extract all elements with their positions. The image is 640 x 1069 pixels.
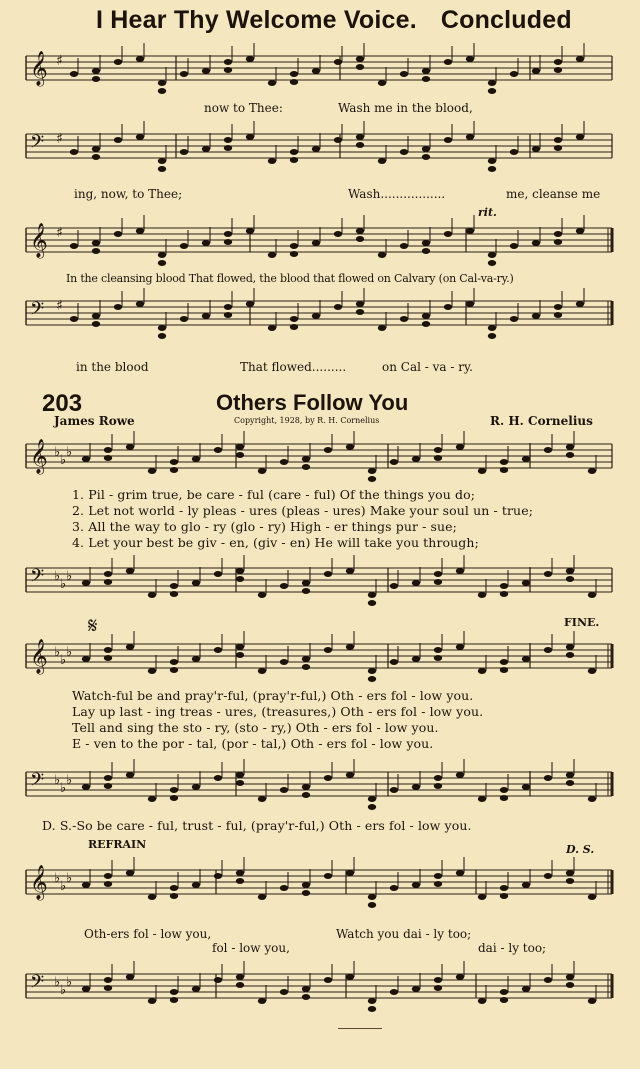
verse-2-label: 2.: [72, 503, 85, 518]
continuation-line-4: E - ven to the por - tal, (por - tal,) Oth - ers fol - low you.: [72, 736, 434, 751]
flat-icon: ♭: [66, 871, 73, 886]
flat-icon: ♭: [60, 879, 67, 894]
refrain-lyric-1: Oth-ers fol - low you,: [84, 927, 212, 941]
verse-3: [72, 519, 533, 534]
flat-icon: ♭: [60, 453, 67, 468]
verse-1-text: Pil - grim true, be care - ful (care - ful) Of the things you do;: [88, 487, 476, 502]
previous-hymn-name: I Hear Thy Welcome Voice.: [96, 6, 417, 34]
staff-lines: [26, 772, 612, 796]
fine-marking: FINE.: [564, 616, 600, 629]
flat-icon: ♭: [54, 645, 61, 660]
flat-icon: ♭: [66, 975, 73, 990]
staff-lines: [26, 444, 612, 468]
refrain-bass-staff: [0, 966, 640, 1026]
refrain-lyric-3: fol - low you,: [212, 941, 290, 955]
verse-4: [72, 535, 533, 550]
prev-lyric-1a: now to Thee:: [204, 101, 283, 115]
flat-icon: ♭: [60, 653, 67, 668]
bass-clef-icon: 𝄢: [30, 972, 45, 997]
flat-icon: ♭: [66, 773, 73, 788]
prev-system1-lower-staff: [0, 126, 640, 186]
flat-icon: ♭: [54, 975, 61, 990]
verse-bass-staff: [0, 560, 640, 620]
continuation-treble-staff: [0, 636, 640, 696]
flat-icon: ♭: [54, 569, 61, 584]
verse-block: [72, 487, 533, 550]
sharp-icon: ♯: [56, 298, 63, 314]
prev-lyric-1e: me, cleanse me: [506, 187, 601, 201]
bass-clef-icon: 𝄢: [30, 299, 45, 324]
flat-icon: ♭: [54, 445, 61, 460]
continuation-block: [72, 688, 483, 751]
verse-2: [72, 503, 533, 518]
verse-4-label: 4.: [72, 535, 85, 550]
staff-lines: [26, 56, 612, 80]
flat-icon: ♭: [54, 871, 61, 886]
flat-icon: ♭: [66, 445, 73, 460]
staff-lines: [26, 228, 612, 252]
continuation-line-2: Lay up last - ing treas - ures, (treasures,) Oth - ers fol - low you.: [72, 704, 484, 719]
prev-lyric-2c: That flowed.........: [240, 360, 347, 374]
author-credit: James Rowe: [54, 414, 135, 428]
treble-clef-icon: 𝄞: [30, 51, 48, 86]
staff-lines: [26, 974, 612, 998]
prev-system2-lower-staff: [0, 293, 640, 353]
page-rule: [338, 1028, 382, 1029]
treble-clef-icon: 𝄞: [30, 223, 48, 258]
concluded-label: Concluded: [440, 6, 572, 34]
continuation-line-3: Tell and sing the sto - ry, (sto - ry,) Oth - ers fol - low you.: [72, 720, 439, 735]
verse-4-text: Let your best be giv - en, (giv - en) He will take you through;: [88, 535, 479, 550]
verse-1-label: 1.: [72, 487, 85, 502]
staff-lines: [26, 301, 612, 325]
continuation-line-1: Watch-ful be and pray'r-ful, (pray'r-ful,) Oth - ers fol - low you.: [72, 688, 474, 703]
treble-clef-icon: 𝄞: [30, 439, 48, 474]
flat-icon: ♭: [54, 773, 61, 788]
flat-icon: ♭: [66, 569, 73, 584]
bass-clef-icon: 𝄢: [30, 770, 45, 795]
staff-lines: [26, 644, 612, 668]
verse-1: [72, 487, 533, 502]
refrain-ds-marking: D. S.: [566, 843, 595, 856]
continuation-bass-staff: [0, 764, 640, 824]
hymn-number: 203: [42, 390, 83, 417]
prev-lyric-1b: Wash me in the blood,: [338, 101, 473, 115]
flat-icon: ♭: [60, 577, 67, 592]
staff-lines: [26, 870, 612, 894]
prev-lyric-2d: on Cal - va - ry.: [382, 360, 473, 374]
bass-clef-icon: 𝄢: [30, 132, 45, 157]
composer-credit: R. H. Cornelius: [490, 414, 593, 428]
refrain-lyric-4: dai - ly too;: [478, 941, 547, 955]
segno-sign: 𝄋: [88, 614, 98, 639]
treble-clef-icon: 𝄞: [30, 865, 48, 900]
prev-lyric-1c: ing, now, to Thee;: [74, 187, 183, 201]
prev-system2-upper-staff: [0, 220, 640, 280]
prev-lyric-1d: Wash.................: [348, 187, 446, 201]
dal-segno-line: D. S.-So be care - ful, trust - ful, (pray'r-ful,) Oth - ers fol - low you.: [42, 818, 472, 833]
prev-lyric-2a: In the cleansing blood That flowed, the blood that flowed on Calvary (on Cal-va-ry.): [66, 272, 514, 285]
hymn-title: Others Follow You: [216, 390, 409, 415]
sharp-icon: ♯: [56, 225, 63, 241]
ritardando-marking: rit.: [478, 206, 497, 219]
verse-3-label: 3.: [72, 519, 85, 534]
verse-3-text: All the way to glo - ry (glo - ry) High - er things pur - sue;: [88, 519, 457, 534]
refrain-treble-staff: [0, 862, 640, 922]
sharp-icon: ♯: [56, 131, 63, 147]
treble-clef-icon: 𝄞: [30, 639, 48, 674]
bass-clef-icon: 𝄢: [30, 566, 45, 591]
refrain-label: REFRAIN: [88, 838, 147, 851]
refrain-lyric-2: Watch you dai - ly too;: [336, 927, 472, 941]
prev-lyric-2b: in the blood: [76, 360, 149, 374]
flat-icon: ♭: [66, 645, 73, 660]
flat-icon: ♭: [60, 983, 67, 998]
flat-icon: ♭: [60, 781, 67, 796]
staff-lines: [26, 134, 612, 158]
verse-2-text: Let not world - ly pleas - ures (pleas - ures) Make your soul un - true;: [88, 503, 534, 518]
copyright-notice: Copyright, 1928, by R. H. Cornelius: [234, 416, 380, 425]
staff-lines: [26, 568, 612, 592]
previous-hymn-title: [96, 6, 572, 35]
sharp-icon: ♯: [56, 53, 63, 69]
